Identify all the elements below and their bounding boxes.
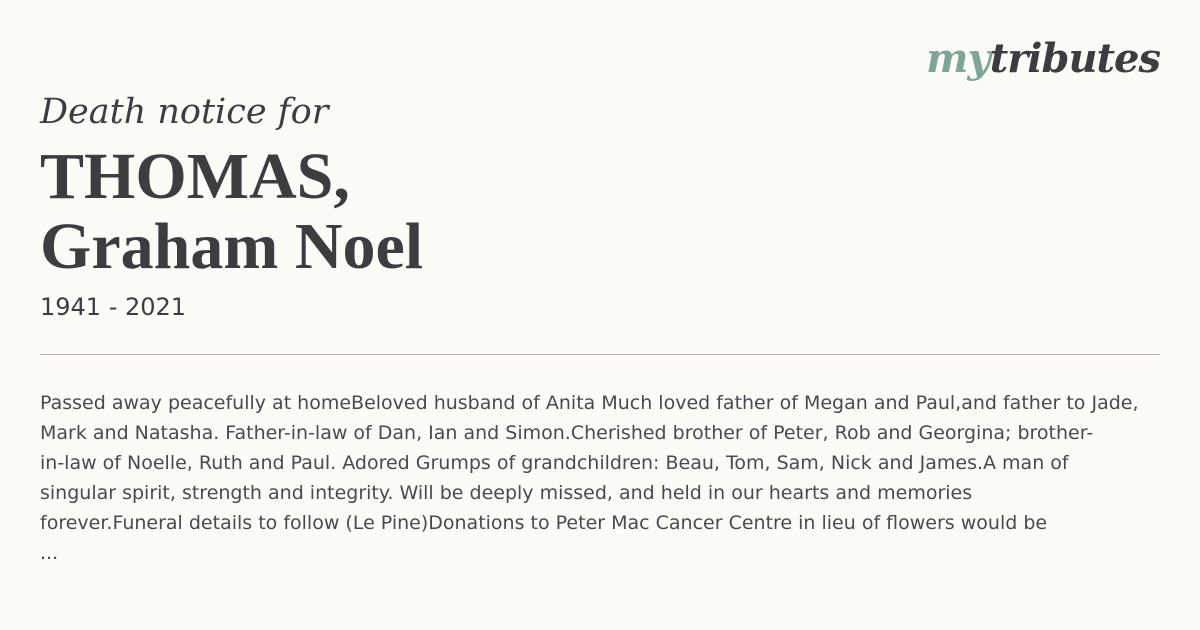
logo-part-tributes: tributes xyxy=(989,35,1160,82)
logo-part-my: my xyxy=(926,35,990,82)
notice-line: forever.Funeral details to follow (Le Pine)Donations to Peter Mac Cancer Centre in lieu of flowers would be xyxy=(40,512,1048,534)
deceased-given-names: Graham Noel xyxy=(40,210,424,283)
deceased-surname: THOMAS, xyxy=(40,140,350,213)
notice-line: Passed away peacefully at homeBeloved husband of Anita Much loved father of Megan and Paul,and father to Jade, xyxy=(40,392,1139,414)
mytributes-logo[interactable] xyxy=(926,34,1160,84)
notice-ellipsis: ... xyxy=(40,542,59,564)
notice-line: singular spirit, strength and integrity. Will be deeply missed, and held in our hearts and memories xyxy=(40,482,973,504)
deceased-name xyxy=(40,142,423,282)
notice-body xyxy=(40,388,1200,568)
notice-line: Mark and Natasha. Father-in-law of Dan, Ian and Simon.Cherished brother of Peter, Rob and Georgina; brother- xyxy=(40,422,1094,444)
life-years: 1941 - 2021 xyxy=(40,293,187,321)
notice-line: in-law of Noelle, Ruth and Paul. Adored Grumps of grandchildren: Beau, Tom, Sam, Nick and James.A man of xyxy=(40,452,1069,474)
divider xyxy=(40,354,1160,355)
notice-intro: Death notice for xyxy=(40,92,329,132)
